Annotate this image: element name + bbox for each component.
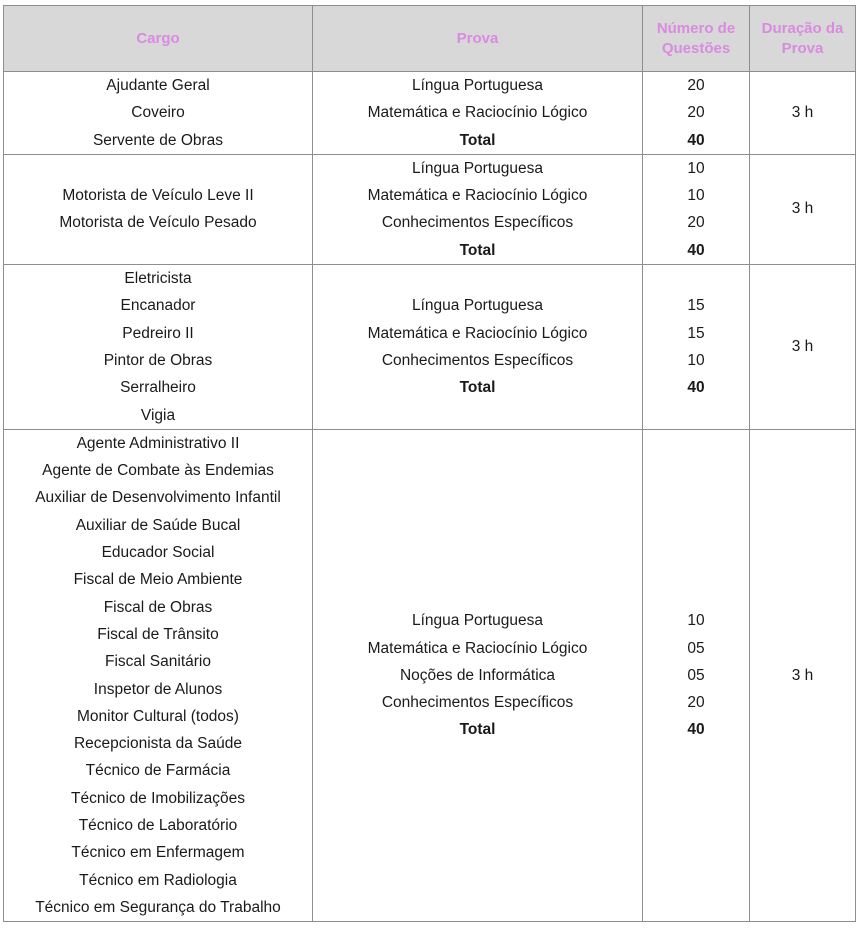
cargo-name: Educador Social <box>101 544 215 562</box>
questoes-cell <box>643 72 750 155</box>
prova-name: Língua Portuguesa <box>412 297 543 315</box>
total-value: 40 <box>687 131 705 149</box>
prova-name: Língua Portuguesa <box>412 612 543 630</box>
cargo-name: Encanador <box>120 297 196 315</box>
questoes-value: 20 <box>687 104 705 122</box>
total-label: Total <box>459 721 496 739</box>
questoes-value: 20 <box>687 694 705 712</box>
prova-name: Noções de Informática <box>399 666 556 684</box>
prova-cell <box>313 429 643 921</box>
questoes-value: 05 <box>687 639 705 657</box>
table-row <box>4 72 856 155</box>
header-row <box>4 6 856 72</box>
prova-name: Conhecimentos Específicos <box>381 214 574 232</box>
cargo-name: Vigia <box>140 406 176 424</box>
total-value: 40 <box>687 721 705 739</box>
cargo-name: Fiscal Sanitário <box>105 653 211 671</box>
cargo-cell <box>4 429 313 921</box>
cargo-name: Técnico de Imobilizações <box>70 789 246 807</box>
cargo-name: Motorista de Veículo Pesado <box>59 214 257 232</box>
questoes-value: 20 <box>687 77 705 94</box>
header-duracao-line2: Prova <box>781 39 824 57</box>
questoes-value: 05 <box>687 666 705 684</box>
questoes-value: 15 <box>687 324 705 342</box>
duracao-cell: 3 h <box>750 72 856 155</box>
cargo-name: Agente de Combate às Endemias <box>42 462 274 480</box>
duracao-cell: 3 h <box>750 429 856 921</box>
questoes-value: 10 <box>687 187 705 205</box>
duracao-cell: 3 h <box>750 154 856 264</box>
prova-cell <box>313 265 643 430</box>
cargo-name: Monitor Cultural (todos) <box>77 707 239 725</box>
duracao-cell: 3 h <box>750 265 856 430</box>
cargo-name: Auxiliar de Desenvolvimento Infantil <box>35 489 281 507</box>
prova-name: Conhecimentos Específicos <box>381 694 574 712</box>
prova-cell <box>313 72 643 155</box>
cargo-name: Fiscal de Meio Ambiente <box>73 571 243 589</box>
cargo-cell <box>4 154 313 264</box>
prova-cell <box>313 154 643 264</box>
header-prova: Prova <box>313 6 643 72</box>
questoes-cell <box>643 429 750 921</box>
table-row <box>4 429 856 921</box>
total-value: 40 <box>687 379 705 397</box>
cargo-name: Técnico de Laboratório <box>78 817 238 835</box>
cargo-name: Técnico em Segurança do Trabalho <box>35 898 281 916</box>
cargo-name: Ajudante Geral <box>106 77 210 94</box>
table-row <box>4 265 856 430</box>
questoes-cell <box>643 154 750 264</box>
questoes-cell <box>643 265 750 430</box>
cargo-name: Motorista de Veículo Leve II <box>62 187 254 205</box>
prova-name: Língua Portuguesa <box>412 159 543 177</box>
cargo-name: Recepcionista da Saúde <box>73 735 243 753</box>
cargo-name: Fiscal de Obras <box>103 598 213 616</box>
table-row <box>4 154 856 264</box>
cargo-cell <box>4 72 313 155</box>
cargo-name: Inspetor de Alunos <box>93 680 223 698</box>
cargo-name: Pedreiro II <box>122 324 194 342</box>
total-label: Total <box>459 241 496 259</box>
cargo-name: Auxiliar de Saúde Bucal <box>75 516 241 534</box>
header-duracao <box>750 6 856 72</box>
exam-table <box>3 5 856 922</box>
cargo-name: Técnico em Enfermagem <box>71 844 245 862</box>
total-label: Total <box>459 379 496 397</box>
total-label: Total <box>459 131 496 149</box>
cargo-cell <box>4 265 313 430</box>
cargo-name: Técnico em Radiologia <box>79 871 237 889</box>
cargo-name: Fiscal de Trânsito <box>97 625 219 643</box>
prova-name: Matemática e Raciocínio Lógico <box>367 187 588 205</box>
header-numero-line1: Número de <box>656 19 736 37</box>
cargo-name: Agente Administrativo II <box>76 434 240 452</box>
cargo-name: Eletricista <box>124 270 192 288</box>
cargo-name: Serralheiro <box>120 379 196 397</box>
header-numero-questoes <box>643 6 750 72</box>
prova-name: Matemática e Raciocínio Lógico <box>367 104 588 122</box>
questoes-value: 20 <box>687 214 705 232</box>
header-cargo: Cargo <box>4 6 313 72</box>
questoes-value: 10 <box>687 612 705 630</box>
cargo-name: Pintor de Obras <box>103 351 213 369</box>
cargo-name: Técnico de Farmácia <box>85 762 231 780</box>
cargo-name: Coveiro <box>131 104 185 122</box>
prova-name: Matemática e Raciocínio Lógico <box>367 324 588 342</box>
questoes-value: 10 <box>687 351 705 369</box>
prova-name: Conhecimentos Específicos <box>381 351 574 369</box>
cargo-name: Servente de Obras <box>92 131 224 149</box>
prova-name: Matemática e Raciocínio Lógico <box>367 639 588 657</box>
header-numero-line2: Questões <box>661 39 731 57</box>
questoes-value: 10 <box>687 159 705 177</box>
total-value: 40 <box>687 241 705 259</box>
questoes-value: 15 <box>687 297 705 315</box>
header-duracao-line1: Duração da <box>761 19 844 37</box>
prova-name: Língua Portuguesa <box>412 77 543 94</box>
